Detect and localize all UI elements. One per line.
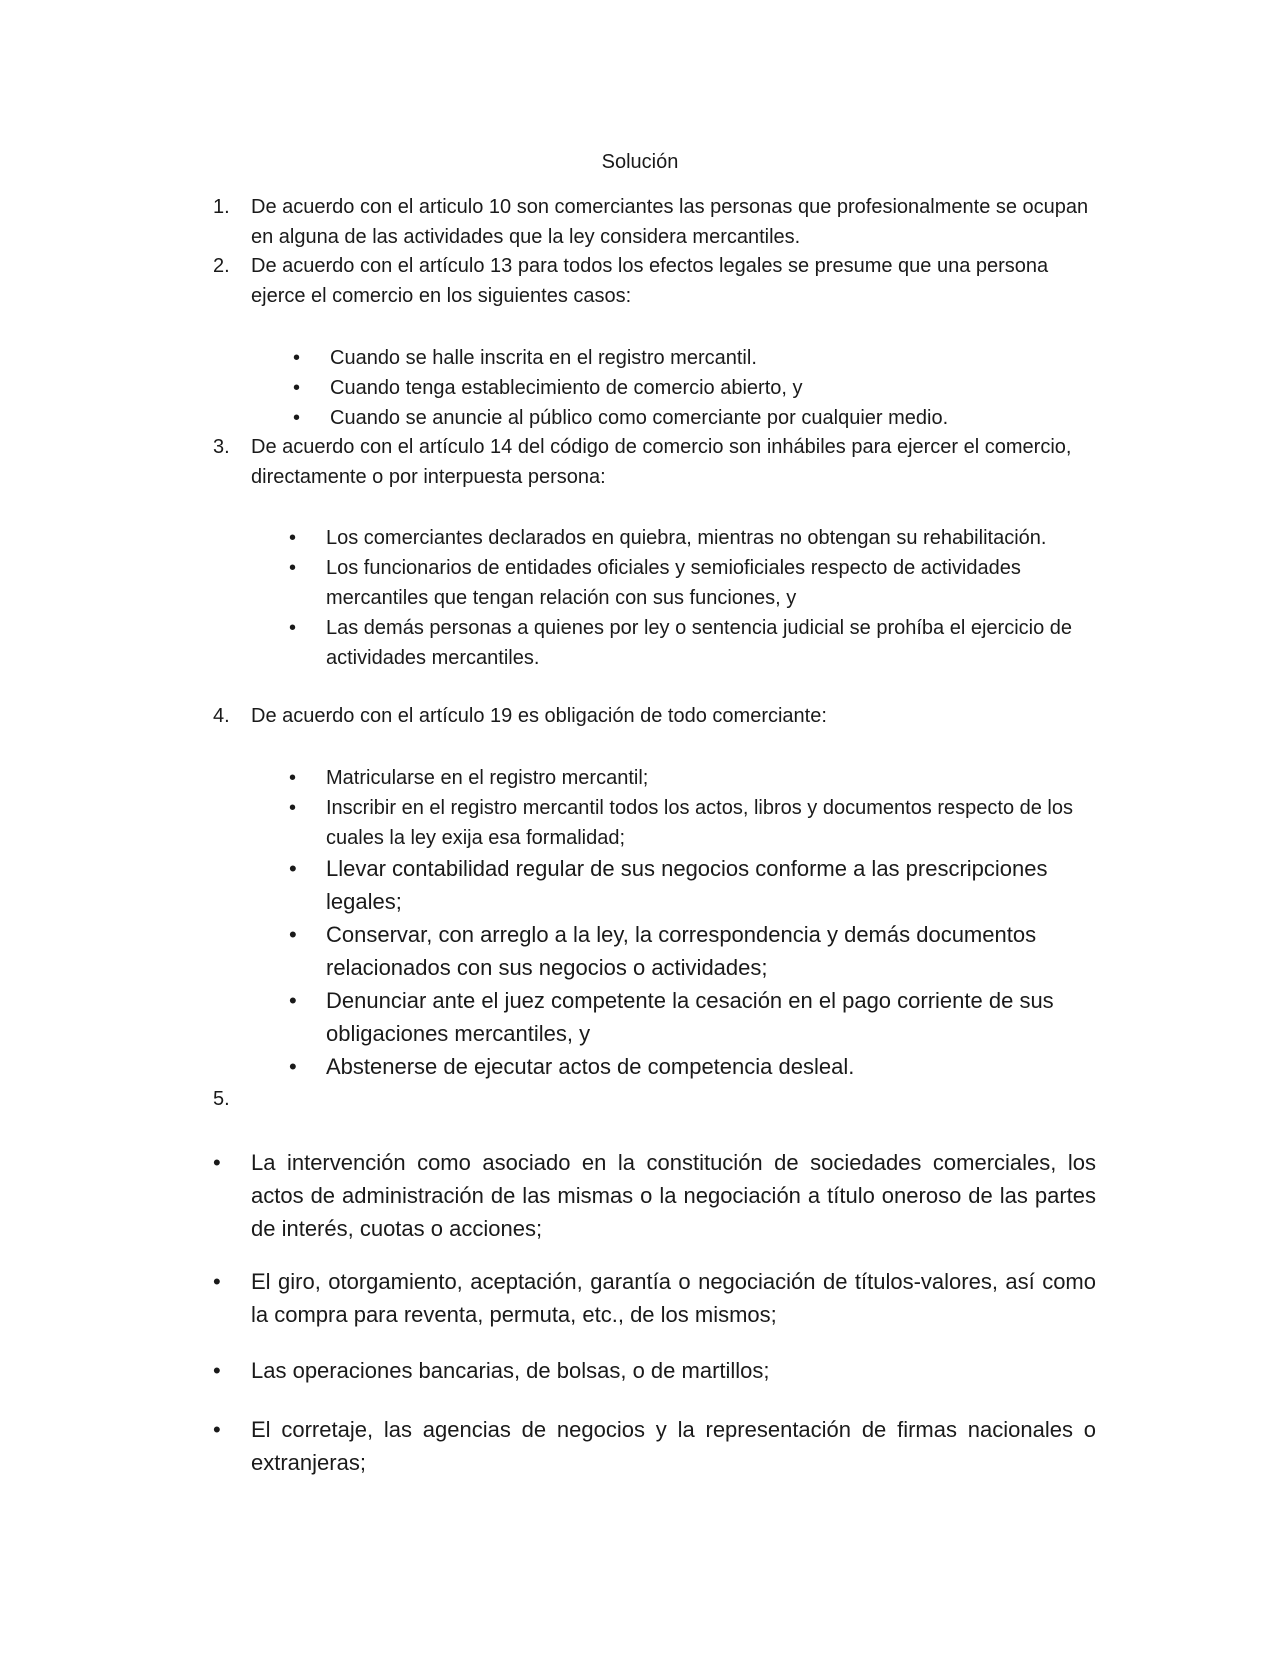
bullet-icon: •	[289, 988, 297, 1013]
list-item-text: Los funcionarios de entidades oficiales y semioficiales respecto de actividades mercantiles que tengan relación con sus funciones, y	[326, 557, 1021, 609]
list-item-text: Cuando se anuncie al público como comerciante por cualquier medio.	[330, 407, 949, 429]
item-number: 5.	[213, 1088, 230, 1110]
list-item-text: Cuando se halle inscrita en el registro mercantil.	[330, 347, 757, 369]
bullet-icon: •	[289, 856, 297, 881]
bullet-icon: •	[289, 767, 297, 789]
document-title: Solución	[601, 151, 679, 173]
list-item-text: Abstenerse de ejecutar actos de competencia desleal.	[326, 1054, 855, 1079]
bullet-icon: •	[293, 377, 301, 399]
list-item-text: Las operaciones bancarias, de bolsas, o de martillos;	[251, 1358, 770, 1383]
item-text: De acuerdo con el artículo 14 del código de comercio son inhábiles para ejercer el comercio, directamente o por interpuesta persona:	[251, 436, 1072, 488]
item-number: 4.	[213, 705, 230, 727]
list-item-text: Matricularse en el registro mercantil;	[326, 767, 649, 789]
bullet-icon: •	[293, 407, 301, 429]
list-item-text: La intervención como asociado en la constitución de sociedades comerciales, los actos de administración de las mismas o la negociación a título oneroso de las partes de interés, cuotas o acciones;	[251, 1150, 1096, 1241]
bullet-icon: •	[289, 922, 297, 947]
bullet-icon: •	[289, 557, 297, 579]
bullet-icon: •	[213, 1358, 221, 1383]
list-item-text: Cuando tenga establecimiento de comercio abierto, y	[330, 377, 803, 399]
item-number: 3.	[213, 436, 230, 458]
list-item-text: Las demás personas a quienes por ley o sentencia judicial se prohíba el ejercicio de actividades mercantiles.	[326, 617, 1073, 669]
bullet-icon: •	[289, 797, 297, 819]
list-item-text: El giro, otorgamiento, aceptación, garantía o negociación de títulos-valores, así como la compra para reventa, permuta, etc., de los mismos;	[251, 1269, 1096, 1327]
bullet-icon: •	[289, 1054, 297, 1079]
item-text: De acuerdo con el articulo 10 son comerciantes las personas que profesionalmente se ocupan en alguna de las actividades que la ley considera mercantiles.	[251, 196, 1089, 248]
bullet-icon: •	[289, 527, 297, 549]
item-text: De acuerdo con el artículo 19 es obligación de todo comerciante:	[251, 705, 827, 727]
bullet-icon: •	[213, 1150, 221, 1175]
item-number: 2.	[213, 255, 230, 277]
bullet-icon: •	[289, 617, 297, 639]
bullet-icon: •	[293, 347, 301, 369]
list-item-text: Inscribir en el registro mercantil todos los actos, libros y documentos respecto de los cuales la ley exija esa formalidad;	[326, 797, 1074, 849]
item-number: 1.	[213, 196, 230, 218]
list-item-text: Los comerciantes declarados en quiebra, mientras no obtengan su rehabilitación.	[326, 527, 1047, 549]
list-item-text: Denunciar ante el juez competente la cesación en el pago corriente de sus obligaciones mercantiles, y	[326, 988, 1054, 1046]
item-text: De acuerdo con el artículo 13 para todos los efectos legales se presume que una persona ejerce el comercio en los siguientes casos:	[251, 255, 1049, 307]
list-item-text: Conservar, con arreglo a la ley, la correspondencia y demás documentos relacionados con sus negocios o actividades;	[326, 922, 1037, 980]
bullet-icon: •	[213, 1417, 221, 1442]
bullet-icon: •	[213, 1269, 221, 1294]
list-item-text: El corretaje, las agencias de negocios y la representación de firmas nacionales o extranjeras;	[251, 1417, 1096, 1475]
list-item-text: Llevar contabilidad regular de sus negocios conforme a las prescripciones legales;	[326, 856, 1048, 914]
